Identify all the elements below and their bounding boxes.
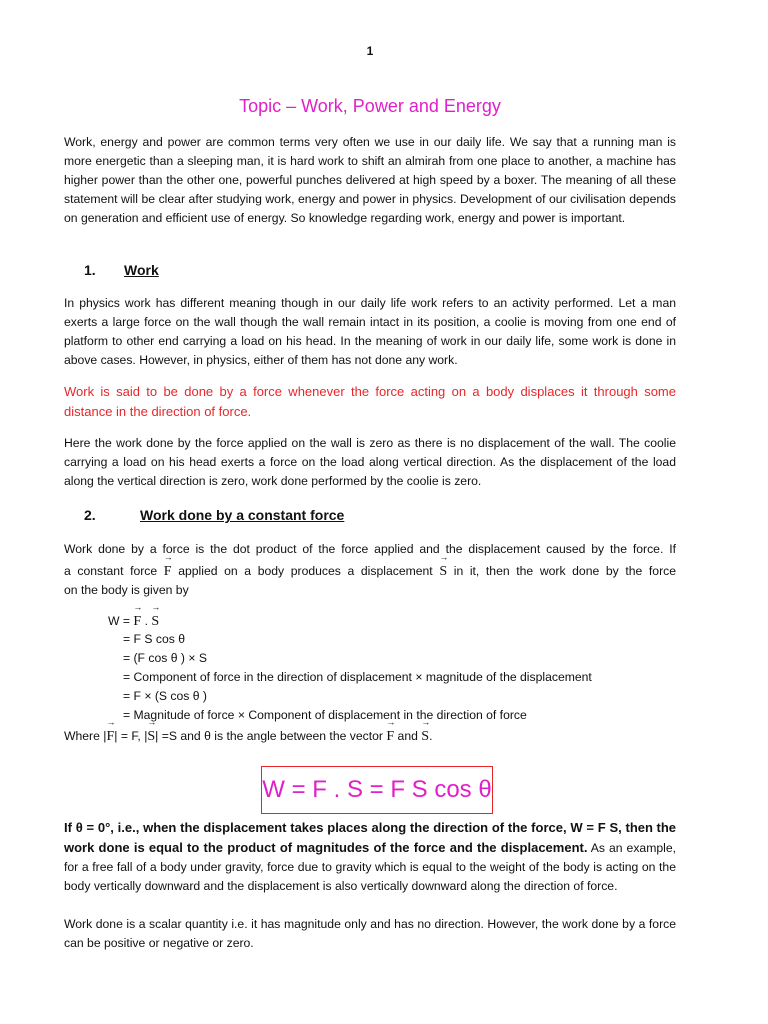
wall-coolie-paragraph: Here the work done by the force applied on the wall is zero as there is no displacement of the wall. The coolie carrying a load on his head exerts a force on the load along vertical direction. As the displacement of the load along the vertical direction is zero, work done performed by the coolie is zero. [64, 436, 676, 488]
zero-angle-paragraph: If θ = 0°, i.e., when the displacement takes places along the direction of the force, W = F S, then the work done is equal to the product of magnitudes of the force and the displacement. As an example, for a free fall of a body under gravity, force due to gravity which is equal to the weight of the body is acting on the body vertically downward and the displacement is also vertically downward along the direction of force. [64, 820, 676, 893]
force-vector: → F [106, 727, 114, 746]
page-title: Topic – Work, Power and Energy [239, 96, 501, 116]
intro-line: Work done by a force is the dot product of the force applied and the displacement caused by the force. If [64, 542, 676, 556]
intro-line: a constant force → F applied on a body produces a displacement → S in it, then the work done by the force [64, 562, 676, 581]
section-number: 2. [84, 507, 96, 523]
equation-line: = Magnitude of force × Component of displacement in the direction of force [123, 708, 527, 722]
section-title: Work done by a constant force [140, 507, 345, 523]
force-vector: → F [386, 727, 394, 746]
force-vector: → F [133, 612, 141, 631]
intro-paragraph: Work, energy and power are common terms very often we use in our daily life. We say that a running man is more energetic than a sleeping man, it is hard work to shift an almirah from one place to another, a machine has higher power than the other one, powerful punches delivered at high speed by a boxer. The meaning of all these statement will be clear after studying work, energy and power in physics. Development of our civilisation depends on generation and efficient use of energy. So knowledge regarding work, energy and power is important. [64, 135, 676, 225]
where-line: Where |→ F| = F, |→ S| =S and θ is the angle between the vector → F and → S. [64, 727, 432, 746]
constant-force-intro [64, 540, 676, 600]
displacement-vector: → S [151, 612, 159, 631]
page-number: 1 [366, 44, 374, 58]
equation-line: = Component of force in the direction of displacement × magnitude of the displacement [123, 670, 592, 684]
scalar-paragraph: Work done is a scalar quantity i.e. it has magnitude only and has no direction. However, the work done by a force can be positive or negative or zero. [64, 917, 676, 950]
section-heading-work [84, 262, 159, 278]
work-paragraph: In physics work has different meaning though in our daily life work refers to an activity performed. Let a man exerts a large force on the wall though the wall remain intact in its position, a coolie is moving from one end of platform to other end carrying a load on his head. In the meaning of work in our daily life, some work is done in above cases. However, in physics, either of them has not done any work. [64, 296, 676, 367]
equation-line: = (F cos θ ) × S [123, 651, 207, 665]
intro-line: on the body is given by [64, 583, 189, 597]
work-definition: Work is said to be done by a force whenever the force acting on a body displaces it through some distance in the direction of force. [64, 384, 676, 419]
equation-line: = F S cos θ [123, 632, 185, 646]
displacement-vector: → S [439, 562, 447, 581]
equation-line: = F × (S cos θ ) [123, 689, 207, 703]
section-heading-constant-force [84, 507, 344, 523]
boxed-formula: W = F . S = F S cos θ [261, 766, 493, 814]
section-number: 1. [84, 262, 96, 278]
displacement-vector: → S [147, 727, 155, 746]
force-vector: → F [164, 562, 172, 581]
section-title: Work [124, 262, 159, 278]
displacement-vector: → S [421, 727, 429, 746]
equation-line: W = → F . → S [108, 612, 159, 631]
